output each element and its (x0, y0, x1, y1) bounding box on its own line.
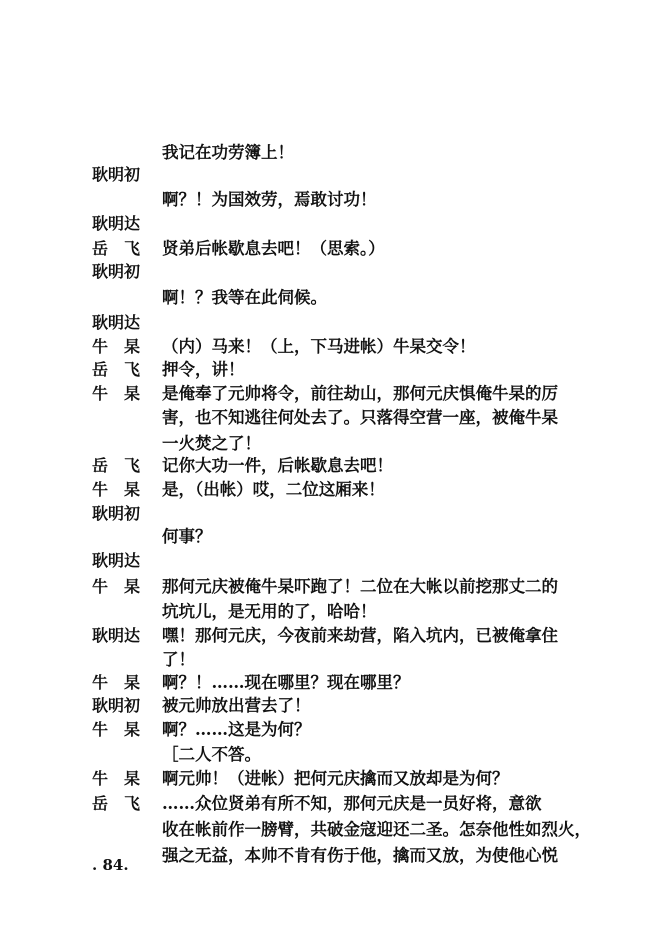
speaker-name: 耿明达 (92, 313, 141, 332)
speaker-name: 耿明达 (92, 551, 141, 570)
dialogue-text: 啊元帅！（进帐）把何元庆擒而又放却是为何？ (162, 769, 509, 788)
script-line (0, 548, 655, 574)
dialogue-text: 收在帐前作一膀臂，共破金寇迎还二圣。怎奈他性如烈火， (162, 820, 591, 839)
speaker-name: 耿明达 (92, 626, 141, 645)
dialogue-text: 害，也不知逃往何处去了。只落得空营一座，被俺牛杲 (162, 408, 558, 427)
script-line (0, 574, 655, 600)
speaker-name: 牛 杲 (92, 720, 141, 739)
script-line (0, 285, 655, 311)
speaker-name: 牛 杲 (92, 337, 141, 356)
dialogue-text: 是俺奉了元帅将令，前往劫山，那何元庆惧俺牛杲的厉 (162, 384, 558, 403)
script-line (0, 453, 655, 479)
speaker-name: 耿明初 (92, 696, 141, 715)
dialogue-text: 嘿！那何元庆，今夜前来劫营，陷入坑内，已被俺拿住 (162, 626, 558, 645)
script-line (0, 357, 655, 383)
speaker-name: 耿明达 (92, 214, 141, 233)
dialogue-text: 啊？！为国效劳，焉敢讨功！ (162, 190, 377, 209)
script-line (0, 211, 655, 237)
speaker-name: 岳 飞 (92, 794, 141, 813)
speaker-name: 牛 杲 (92, 577, 141, 596)
script-line (0, 791, 655, 817)
speaker-name: 岳 飞 (92, 239, 141, 258)
dialogue-text: ［二人不答。 (162, 745, 261, 764)
dialogue-text: 啊？……这是为何？ (162, 720, 311, 739)
speaker-name: 耿明初 (92, 262, 141, 281)
speaker-name: 岳 飞 (92, 360, 141, 379)
speaker-name: 耿明初 (92, 504, 141, 523)
dialogue-text: 记你大功一件，后帐歇息去吧！ (162, 456, 393, 475)
script-line (0, 817, 655, 843)
dialogue-text: （内）马来！（上，下马进帐）牛杲交令！ (162, 337, 476, 356)
dialogue-text: 那何元庆被俺牛杲吓跑了！二位在大帐以前挖那丈二的 (162, 577, 558, 596)
speaker-name: 牛 杲 (92, 384, 141, 403)
speaker-name: 耿明初 (92, 165, 141, 184)
dialogue-text: 了！ (162, 650, 195, 669)
dialogue-text: 是，（出帐）哎，二位这厢来！ (162, 480, 385, 499)
script-line (0, 524, 655, 550)
dialogue-text: 我记在功劳簿上！ (162, 143, 294, 162)
dialogue-text: 啊！？我等在此伺候。 (162, 288, 327, 307)
script-line (0, 717, 655, 743)
dialogue-text: 啊？！……现在哪里？现在哪里？ (162, 673, 410, 692)
script-line (0, 693, 655, 719)
script-line (0, 405, 655, 431)
speaker-name: 牛 杲 (92, 480, 141, 499)
speaker-name: 岳 飞 (92, 456, 141, 475)
dialogue-text: 强之无益，本帅不肯有伤于他，擒而又放，为使他心悦 (162, 846, 558, 865)
script-line (0, 766, 655, 792)
script-line (0, 259, 655, 285)
dialogue-text: ……众位贤弟有所不知，那何元庆是一员好将，意欲 (162, 794, 542, 813)
dialogue-text: 被元帅放出营去了！ (162, 696, 311, 715)
script-line (0, 310, 655, 336)
speaker-name: 牛 杲 (92, 673, 141, 692)
dialogue-text: 贤弟后帐歇息去吧！（思索。） (162, 239, 385, 258)
page-number: . 84. (92, 856, 129, 874)
script-line (0, 599, 655, 625)
dialogue-text: 押令，讲！ (162, 360, 245, 379)
script-line (0, 187, 655, 213)
dialogue-text: 何事？ (162, 527, 212, 546)
dialogue-text: 坑坑儿，是无用的了，哈哈！ (162, 602, 377, 621)
speaker-name: 牛 杲 (92, 769, 141, 788)
script-line (0, 623, 655, 649)
script-line (0, 742, 655, 768)
dialogue-text: 一火焚之了！ (162, 434, 261, 453)
script-line (0, 162, 655, 188)
script-line (0, 381, 655, 407)
script-line (0, 477, 655, 503)
